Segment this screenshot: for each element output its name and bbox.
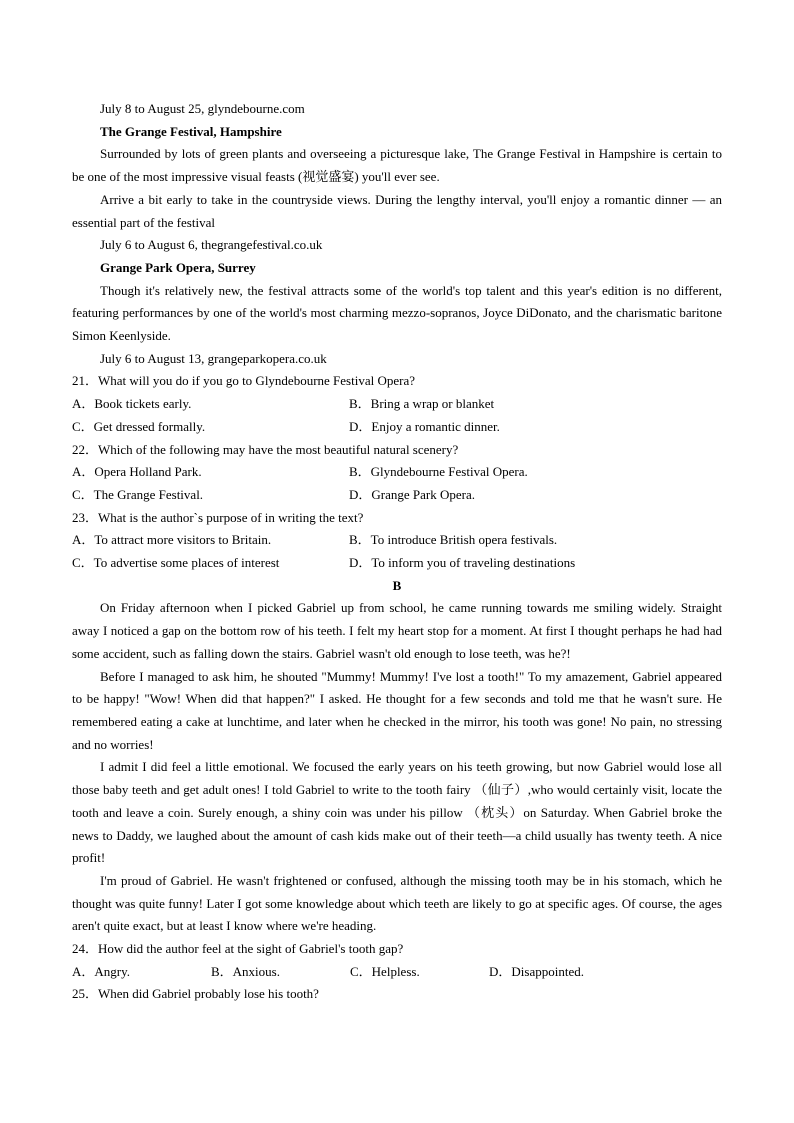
option-d: D．To inform you of traveling destinations <box>349 555 576 571</box>
paragraph-grange-park: Though it's relatively new, the festival attracts some of the world's top talent and this year's edition is no different, featuring performances by one of the world's most charming mezzo-sopranos, Joyce DiDonato, and the charismatic baritone Simon Keenlyside. <box>72 282 722 344</box>
festival-title-grange-park: Grange Park Opera, Surrey <box>100 259 256 275</box>
option-b: B．Bring a wrap or blanket <box>349 396 495 412</box>
festival-dates-glyndebourne: July 8 to August 25, glyndebourne.com <box>100 101 305 116</box>
question-23 <box>72 507 722 575</box>
option-c: C．The Grange Festival. <box>72 486 204 502</box>
question-stem: 25．When did Gabriel probably lose his tooth? <box>72 986 319 1002</box>
festival-title-grange-festival: The Grange Festival, Hampshire <box>100 123 282 139</box>
option-d: D．Enjoy a romantic dinner. <box>349 418 500 434</box>
question-22 <box>72 439 722 507</box>
option-row <box>72 529 722 552</box>
question-stem: 24．How did the author feel at the sight of Gabriel's tooth gap? <box>72 941 404 957</box>
question-stem: 23．What is the author`s purpose of in writing the text? <box>72 509 364 525</box>
option-row <box>72 961 722 984</box>
question-stem: 22．Which of the following may have the most beautiful natural scenery? <box>72 441 459 457</box>
option-a: A．Opera Holland Park. <box>72 464 202 480</box>
festival-dates-grange-festival: July 6 to August 6, thegrangefestival.co.uk <box>100 237 323 253</box>
paragraph-grange-festival-2: Arrive a bit early to take in the countryside views. During the lengthy interval, you'll enjoy a romantic dinner — an essential part of the festival <box>72 191 722 230</box>
option-row <box>72 416 722 439</box>
option-c: C．Helpless. <box>350 963 420 979</box>
option-row <box>72 484 722 507</box>
option-a: A．Book tickets early. <box>72 396 192 412</box>
option-row <box>72 393 722 416</box>
festival-dates-grange-park: July 6 to August 13, grangeparkopera.co.uk <box>100 350 327 366</box>
question-stem: 21．What will you do if you go to Glyndebourne Festival Opera? <box>72 373 415 389</box>
option-d: D．Grange Park Opera. <box>349 486 475 502</box>
question-25 <box>72 983 722 1006</box>
option-row <box>72 461 722 484</box>
option-a: A．To attract more visitors to Britain. <box>72 532 272 548</box>
option-b: B．To introduce British opera festivals. <box>349 532 558 548</box>
question-24 <box>72 938 722 983</box>
option-b: B．Glyndebourne Festival Opera. <box>349 464 528 480</box>
paragraph-b-4: I'm proud of Gabriel. He wasn't frightened or confused, although the missing tooth may be in his stomach, which he thought was quite funny! Later I got some knowledge about which teeth are likely to go at specific ages. Of course, the ages aren't quite exact, but at least I know where we're heading. <box>72 872 722 934</box>
paragraph-b-2: Before I managed to ask him, he shouted "Mummy! Mummy! I've lost a tooth!" To my amazement, Gabriel appeared to be happy! "Wow! When did that happen?" I asked. He thought for a few seconds and told me that he wasn't sure. He remembered eating a cake at lunchtime, and later when he checked in the mirror, his tooth was gone! No pain, no stressing and no worries! <box>72 668 722 752</box>
option-row <box>72 552 722 575</box>
document-content <box>72 98 722 1006</box>
paragraph-b-3: I admit I did feel a little emotional. We focused the early years on his teeth growing, but now Gabriel would lose all those baby teeth and get adult ones! I told Gabriel to write to the tooth fairy （仙子）,who would certainly visit, locate the tooth and leave a coin. Surely enough, a shiny coin was under his pillow （枕头）on Saturday. When Gabriel broke the news to Daddy, we laughed about the amount of cash kids make out of their teeth—a child usually has twenty teeth. A nice profit! <box>72 759 722 866</box>
paragraph-grange-festival-1: Surrounded by lots of green plants and overseeing a picturesque lake, The Grange Festival in Hampshire is certain to be one of the most impressive visual feasts (视觉盛宴) you'll ever see. <box>72 146 722 185</box>
option-c: C．Get dressed formally. <box>72 418 206 434</box>
paragraph-b-1: On Friday afternoon when I picked Gabriel up from school, he came running towards me smiling widely. Straight away I noticed a gap on the bottom row of his teeth. I felt my heart stop for a moment. At first I thought perhaps he had had some accident, such as falling down the stairs. Gabriel wasn't old enough to lose teeth, was he?! <box>72 600 722 661</box>
option-a: A．Angry. <box>72 963 131 979</box>
question-21 <box>72 370 722 438</box>
section-heading-b: B <box>392 577 402 593</box>
option-b: B．Anxious. <box>211 963 280 979</box>
option-d: D．Disappointed. <box>489 963 584 979</box>
option-c: C．To advertise some places of interest <box>72 555 280 571</box>
